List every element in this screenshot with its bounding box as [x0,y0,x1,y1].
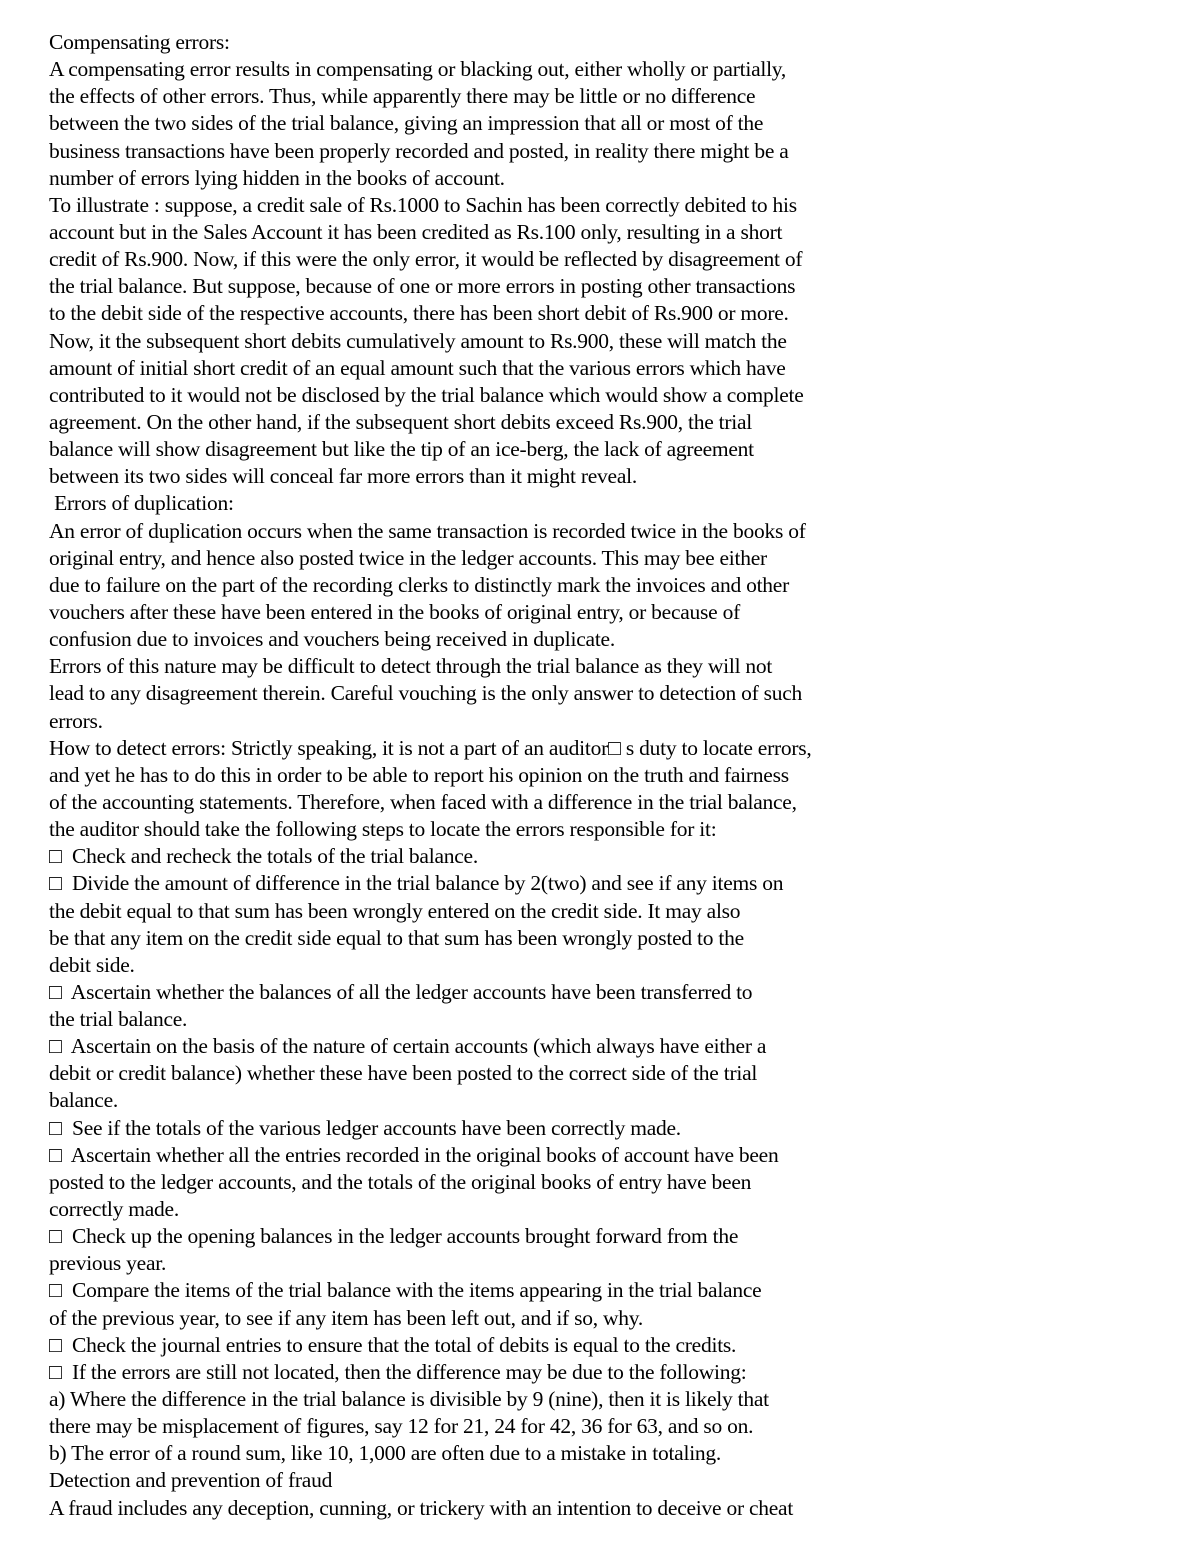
text-line: balance. [49,1088,119,1113]
text-line: agreement. On the other hand, if the subsequent short debits exceed Rs.900, the trial [49,409,752,434]
text-line: debit side. [49,952,135,977]
text-line: a) Where the difference in the trial balance is divisible by 9 (nine), then it is likely that [49,1387,769,1412]
text-line: account but in the Sales Account it has been credited as Rs.100 only, resulting in a short [49,219,783,244]
text-line: An error of duplication occurs when the same transaction is recorded twice in the books of [49,518,806,543]
text-line: balance will show disagreement but like the tip of an ice-berg, the lack of agreement [49,437,754,462]
text-line: □ See if the totals of the various ledger accounts have been correctly made. [49,1115,681,1140]
text-line: to the debit side of the respective accounts, there has been short debit of Rs.900 or more. [49,301,789,326]
text-line: Now, it the subsequent short debits cumulatively amount to Rs.900, these will match the [49,328,787,353]
document-page [49,29,1169,1522]
text-line: between the two sides of the trial balance, giving an impression that all or most of the [49,111,764,136]
text-line: □ Check up the opening balances in the ledger accounts brought forward from the [49,1224,739,1249]
text-line: □ Ascertain on the basis of the nature of certain accounts (which always have either a [49,1034,767,1059]
text-line: Errors of this nature may be difficult to detect through the trial balance as they will not [49,654,773,679]
text-line: of the accounting statements. Therefore, when faced with a difference in the trial balance, [49,789,797,814]
text-line: correctly made. [49,1197,179,1222]
text-line: □ If the errors are still not located, then the difference may be due to the following: [49,1359,747,1384]
text-line: business transactions have been properly recorded and posted, in reality there might be a [49,138,789,163]
text-line: be that any item on the credit side equal to that sum has been wrongly posted to the [49,925,744,950]
text-line: there may be misplacement of figures, say 12 for 21, 24 for 42, 36 for 63, and so on. [49,1414,754,1439]
text-line: the auditor should take the following steps to locate the errors responsible for it: [49,817,717,842]
text-line: A fraud includes any deception, cunning, or trickery with an intention to deceive or cheat [49,1495,794,1520]
text-line: b) The error of a round sum, like 10, 1,000 are often due to a mistake in totaling. [49,1441,722,1466]
text-line: □ Check and recheck the totals of the trial balance. [49,844,478,869]
text-line: and yet he has to do this in order to be able to report his opinion on the truth and fairness [49,762,789,787]
text-line: confusion due to invoices and vouchers being received in duplicate. [49,627,615,652]
text-line: How to detect errors: Strictly speaking, it is not a part of an auditor□ s duty to locate errors, [49,735,812,760]
text-line: □ Check the journal entries to ensure that the total of debits is equal to the credits. [49,1332,737,1357]
text-line: □ Ascertain whether all the entries recorded in the original books of account have been [49,1142,779,1167]
text-line: vouchers after these have been entered in the books of original entry, or because of [49,599,740,624]
text-line: due to failure on the part of the recording clerks to distinctly mark the invoices and other [49,572,790,597]
text-line: □ Compare the items of the trial balance with the items appearing in the trial balance [49,1278,762,1303]
text-line: A compensating error results in compensating or blacking out, either wholly or partially, [49,57,787,82]
text-line: amount of initial short credit of an equal amount such that the various errors which have [49,355,786,380]
text-line: previous year. [49,1251,167,1276]
text-line: credit of Rs.900. Now, if this were the only error, it would be reflected by disagreement of [49,247,803,272]
text-line: the trial balance. [49,1007,188,1032]
text-line: To illustrate : suppose, a credit sale of Rs.1000 to Sachin has been correctly debited to his [49,192,797,217]
text-line: Detection and prevention of fraud [49,1468,333,1493]
text-line: □ Divide the amount of difference in the trial balance by 2(two) and see if any items on [49,871,784,896]
text-line: number of errors lying hidden in the books of account. [49,165,505,190]
text-line: the trial balance. But suppose, because of one or more errors in posting other transactions [49,274,796,299]
text-line: □ Ascertain whether the balances of all the ledger accounts have been transferred to [49,979,753,1004]
text-line: contributed to it would not be disclosed by the trial balance which would show a complete [49,382,804,407]
text-line: errors. [49,708,103,733]
text-line: lead to any disagreement therein. Careful vouching is the only answer to detection of such [49,681,803,706]
text-line: of the previous year, to see if any item has been left out, and if so, why. [49,1305,643,1330]
text-line: debit or credit balance) whether these have been posted to the correct side of the trial [49,1061,758,1086]
text-line: original entry, and hence also posted twice in the ledger accounts. This may bee either [49,545,767,570]
text-line: the effects of other errors. Thus, while apparently there may be little or no difference [49,84,756,109]
text-line: Errors of duplication: [49,491,234,516]
text-line: between its two sides will conceal far more errors than it might reveal. [49,464,637,489]
text-line: the debit equal to that sum has been wrongly entered on the credit side. It may also [49,898,741,923]
text-line: posted to the ledger accounts, and the totals of the original books of entry have been [49,1169,752,1194]
text-line: Compensating errors: [49,30,230,54]
